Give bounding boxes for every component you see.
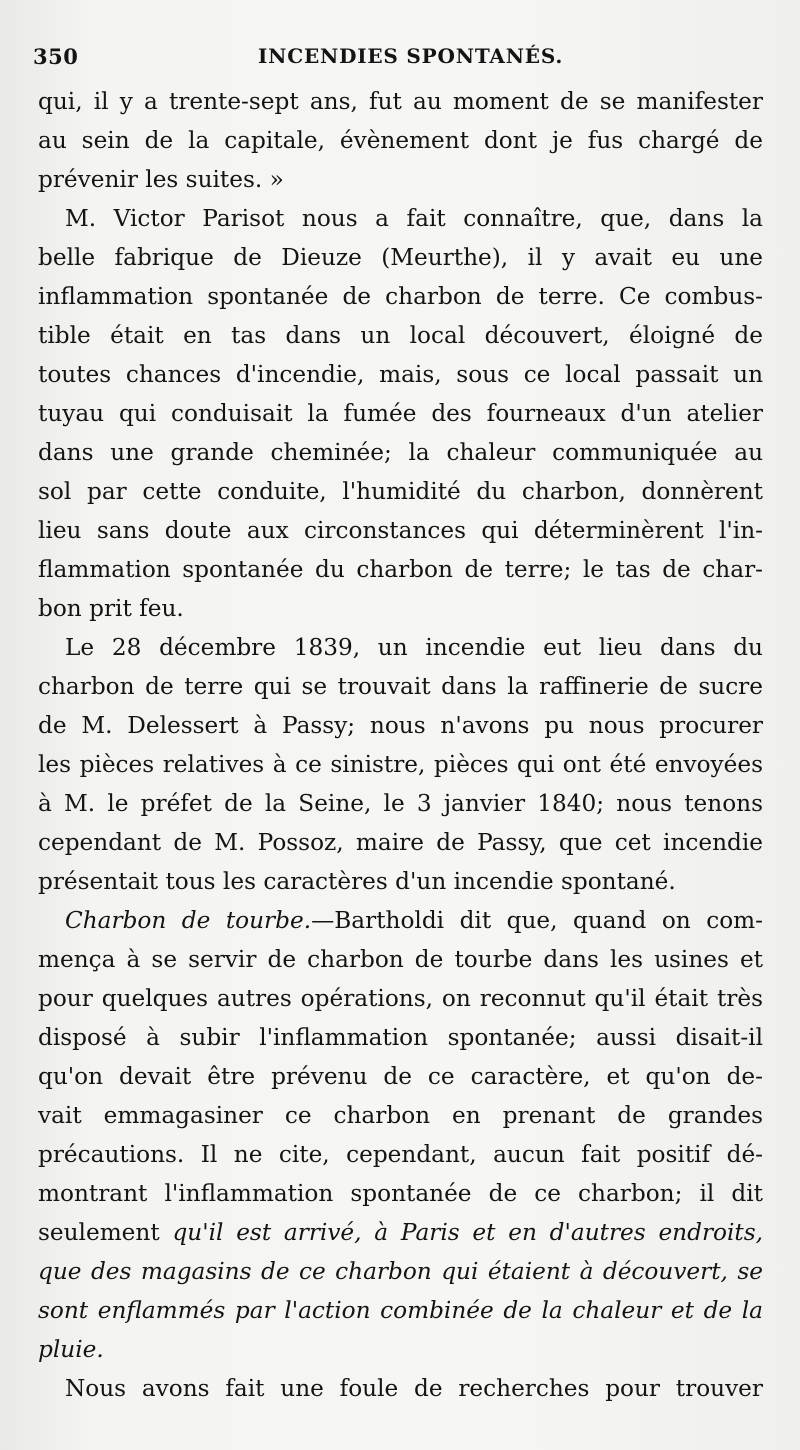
text-line: vait emmagasiner ce charbon en prenant de grandes (38, 1102, 763, 1129)
italic-quote-line: pluie. (38, 1336, 104, 1363)
body-text (38, 82, 763, 1408)
page-header (0, 40, 800, 80)
paragraph-start-line: M. Victor Parisot nous a fait connaître, que, dans la (65, 205, 763, 232)
page-number: 350 (33, 44, 79, 69)
text-line (38, 1213, 763, 1252)
text-line: présentait tous les caractères d'un incendie spontané. (38, 868, 676, 895)
paragraph-start-line: Nous avons fait une foule de recherches pour trouver (65, 1375, 763, 1402)
running-head: INCENDIES SPONTANÉS. (258, 44, 564, 68)
text-line: inflammation spontanée de charbon de terre. Ce combus- (38, 283, 763, 310)
paragraph-start-line (38, 901, 763, 940)
text-line: belle fabrique de Dieuze (Meurthe), il y avait eu une (38, 244, 763, 271)
text-line: cependant de M. Possoz, maire de Passy, que cet incendie (38, 829, 763, 856)
text-line: toutes chances d'incendie, mais, sous ce local passait un (38, 361, 763, 388)
italic-quote: qu'il est arrivé, à Paris et en d'autres endroits, (172, 1219, 763, 1246)
text-line: bon prit feu. (38, 595, 184, 622)
text-line: dans une grande cheminée; la chaleur communiquée au (38, 439, 763, 466)
text-line: prévenir les suites. » (38, 166, 284, 193)
text-line: sol par cette conduite, l'humidité du charbon, donnèrent (38, 478, 763, 505)
text-line: qui, il y a trente-sept ans, fut au moment de se manifester (38, 88, 763, 115)
text-line: charbon de terre qui se trouvait dans la raffinerie de sucre (38, 673, 763, 700)
text-line: qu'on devait être prévenu de ce caractère, et qu'on de- (38, 1063, 763, 1090)
text-line: montrant l'inflammation spontanée de ce charbon; il dit (38, 1180, 763, 1207)
text-segment: seulement (38, 1219, 173, 1246)
italic-quote-line: que des magasins de ce charbon qui étaient à découvert, se (38, 1258, 763, 1285)
text-line: mença à se servir de charbon de tourbe dans les usines et (38, 946, 763, 973)
text-line: disposé à subir l'inflammation spontanée; aussi disait-il (38, 1024, 763, 1051)
text-line: tuyau qui conduisait la fumée des fourneaux d'un atelier (38, 400, 763, 427)
text-line: précautions. Il ne cite, cependant, aucun fait positif dé- (38, 1141, 763, 1168)
section-heading-italic: Charbon de tourbe. (65, 907, 312, 934)
text-line: pour quelques autres opérations, on reconnut qu'il était très (38, 985, 763, 1012)
text-line: flammation spontanée du charbon de terre; le tas de char- (38, 556, 763, 583)
italic-quote-line: sont enflammés par l'action combinée de la chaleur et de la (38, 1297, 763, 1324)
text-line: de M. Delessert à Passy; nous n'avons pu nous procurer (38, 712, 763, 739)
text-line: à M. le préfet de la Seine, le 3 janvier 1840; nous tenons (38, 790, 763, 817)
text-line: lieu sans doute aux circonstances qui déterminèrent l'in- (38, 517, 763, 544)
text-line: au sein de la capitale, évènement dont je fus chargé de (38, 127, 763, 154)
text-segment: —Bartholdi dit que, quand on com- (311, 907, 763, 934)
paragraph-start-line: Le 28 décembre 1839, un incendie eut lieu dans du (65, 634, 763, 661)
text-line: les pièces relatives à ce sinistre, pièces qui ont été envoyées (38, 751, 763, 778)
text-line: tible était en tas dans un local découvert, éloigné de (38, 322, 763, 349)
